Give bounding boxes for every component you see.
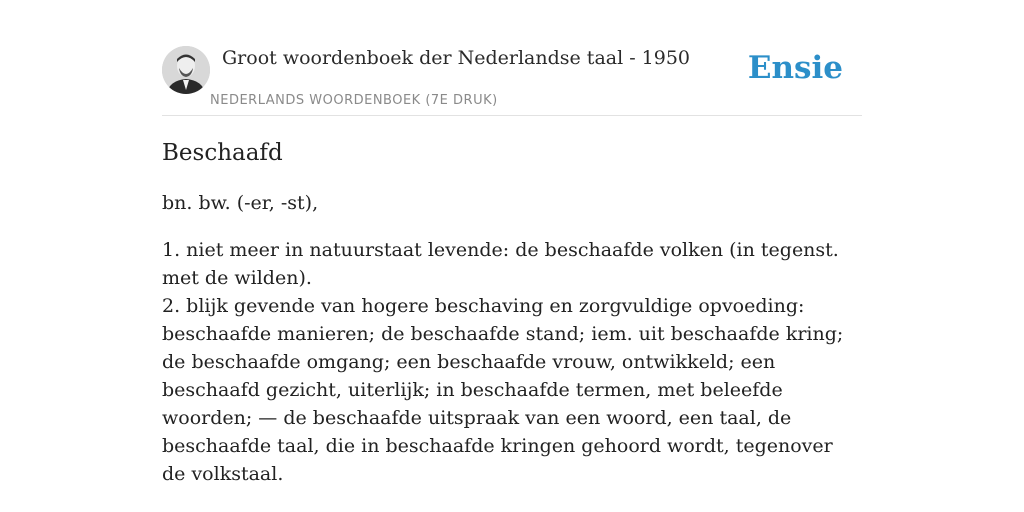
grammar-info: bn. bw. (-er, -st),	[162, 192, 319, 214]
source-header	[162, 46, 862, 116]
portrait-image	[162, 46, 210, 94]
source-subtitle[interactable]: NEDERLANDS WOORDENBOEK (7E DRUK)	[210, 93, 498, 108]
entry-content	[162, 140, 862, 488]
source-title[interactable]: Groot woordenboek der Nederlandse taal - 1950	[222, 47, 691, 69]
sense-1: 1. niet meer in natuurstaat levende: de beschaafde volken (in tegenst. met de wilden).	[162, 239, 839, 289]
portrait-avatar-icon[interactable]	[162, 46, 210, 94]
ensie-logo[interactable]: Ensie	[747, 50, 843, 86]
definition	[162, 236, 862, 488]
headword: Beschaafd	[162, 140, 283, 166]
sense-2: 2. blijk gevende van hogere beschaving en zorgvuldige opvoeding: beschaafde manieren; de beschaafde stand; iem. uit beschaafde kring; de beschaafde omgang; een beschaafde vrouw, ontwikkeld; een beschaafd gezicht, uiterlijk; in beschaafde termen, met beleefde woorden; — de beschaafde uitspraak van een woord, een taal, de beschaafde taal, die in beschaafde kringen gehoord wordt, tegenover de volkstaal.	[162, 295, 844, 485]
